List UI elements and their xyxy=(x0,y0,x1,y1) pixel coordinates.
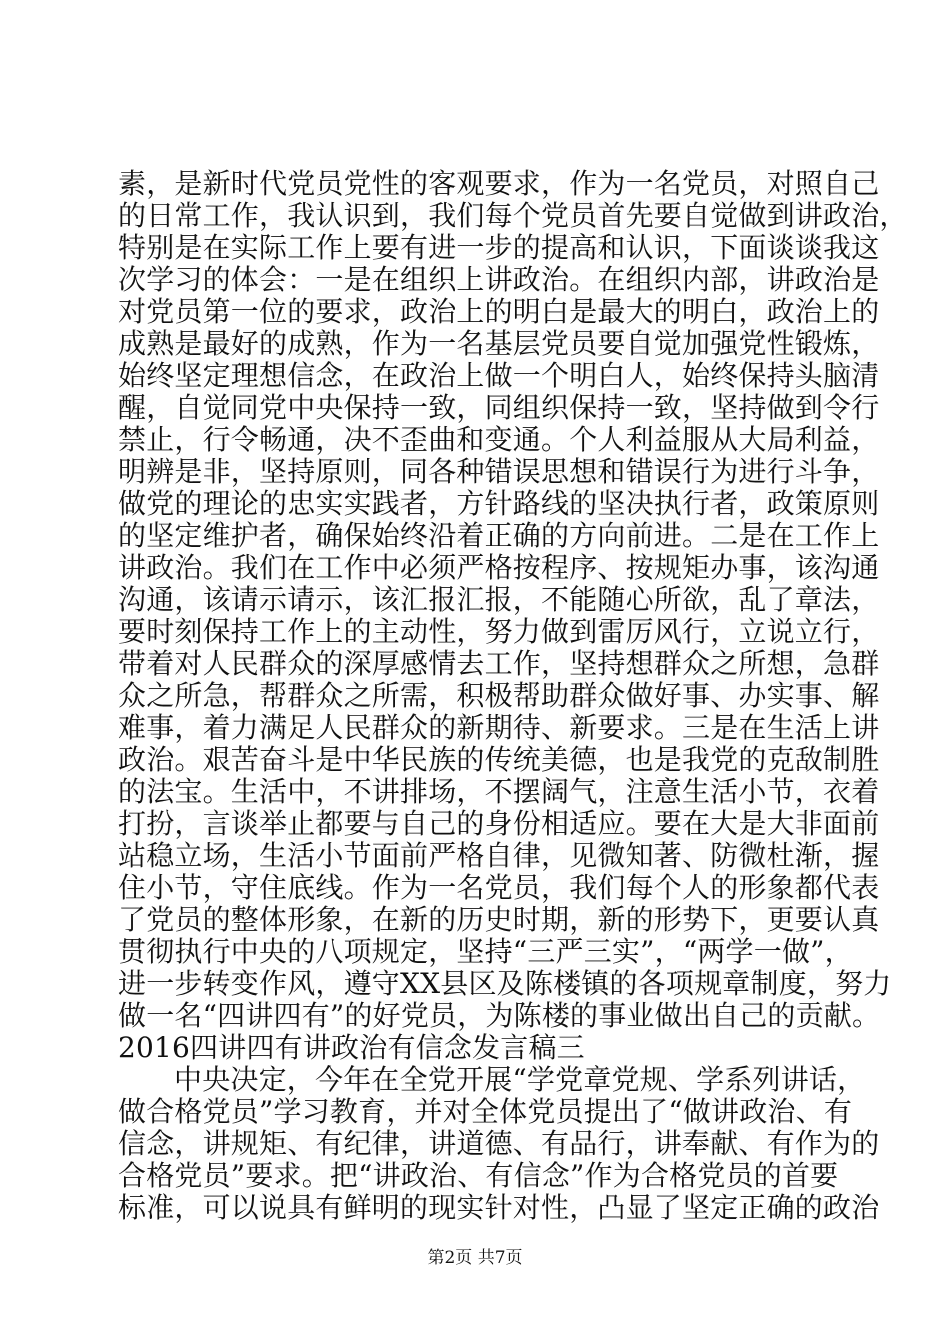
page-number-footer: 第2页 共7页 xyxy=(427,1248,523,1268)
text-line: 禁止，行令畅通，决不歪曲和变通。个人利益服从大局利益， xyxy=(118,423,880,456)
text-line: 信念，讲规矩、有纪律，讲道德、有品行，讲奉献、有作为的 xyxy=(118,1127,880,1160)
text-line: 政治。艰苦奋斗是中华民族的传统美德，也是我党的克敌制胜 xyxy=(118,743,880,776)
text-line: 标准，可以说具有鲜明的现实针对性，凸显了坚定正确的政治 xyxy=(118,1191,880,1224)
text-line: 贯彻执行中央的八项规定，坚持“三严三实”，“两学一做”， xyxy=(118,935,853,968)
text-line: 难事，着力满足人民群众的新期待、新要求。三是在生活上讲 xyxy=(118,711,880,744)
section-heading: 2016四讲四有讲政治有信念发言稿三 xyxy=(118,1031,585,1064)
text-line: 做一名“四讲四有”的好党员，为陈楼的事业做出自己的贡献。 xyxy=(118,999,881,1032)
text-line: 打扮，言谈举止都要与自己的身份相适应。要在大是大非面前 xyxy=(118,807,880,840)
text-line: 始终坚定理想信念，在政治上做一个明白人，始终保持头脑清 xyxy=(118,359,880,392)
text-line: 合格党员”要求。把“讲政治、有信念”作为合格党员的首要 xyxy=(118,1159,839,1192)
text-line: 的日常工作，我认识到，我们每个党员首先要自觉做到讲政治， xyxy=(118,199,908,232)
text-line: 的法宝。生活中，不讲排场，不摆阔气，注意生活小节，衣着 xyxy=(118,775,880,808)
text-line: 醒，自觉同党中央保持一致，同组织保持一致，坚持做到令行 xyxy=(118,391,880,424)
text-line: 中央决定，今年在全党开展“学党章党规、学系列讲话， xyxy=(174,1063,866,1096)
text-line: 明辨是非，坚持原则，同各种错误思想和错误行为进行斗争， xyxy=(118,455,880,488)
text-line: 做合格党员”学习教育，并对全体党员提出了“做讲政治、有 xyxy=(118,1095,853,1128)
text-line: 次学习的体会：一是在组织上讲政治。在组织内部，讲政治是 xyxy=(118,263,880,296)
text-line: 站稳立场，生活小节面前严格自律，见微知著、防微杜渐，握 xyxy=(118,839,880,872)
paragraph-2 xyxy=(118,1063,880,1224)
document-body xyxy=(118,167,908,1224)
text-line: 要时刻保持工作上的主动性，努力做到雷厉风行，立说立行， xyxy=(118,615,880,648)
text-line: 进一步转变作风，遵守XX县区及陈楼镇的各项规章制度，努力 xyxy=(118,967,892,1000)
text-line: 讲政治。我们在工作中必须严格按程序、按规矩办事，该沟通 xyxy=(118,551,880,584)
text-line: 了党员的整体形象，在新的历史时期，新的形势下，更要认真 xyxy=(118,903,880,936)
text-line: 的坚定维护者，确保始终沿着正确的方向前进。二是在工作上 xyxy=(118,519,880,552)
text-line: 对党员第一位的要求，政治上的明白是最大的明白，政治上的 xyxy=(118,295,880,328)
text-line: 特别是在实际工作上要有进一步的提高和认识，下面谈谈我这 xyxy=(118,231,880,264)
text-line: 众之所急，帮群众之所需，积极帮助群众做好事、办实事、解 xyxy=(118,679,880,712)
paragraph-1 xyxy=(118,167,908,1032)
text-line: 成熟是最好的成熟，作为一名基层党员要自觉加强党性锻炼， xyxy=(118,327,880,360)
text-line: 住小节，守住底线。作为一名党员，我们每个人的形象都代表 xyxy=(118,871,880,904)
text-line: 素，是新时代党员党性的客观要求，作为一名党员，对照自己 xyxy=(118,167,880,200)
text-line: 做党的理论的忠实实践者，方针路线的坚决执行者，政策原则 xyxy=(118,487,880,520)
text-line: 带着对人民群众的深厚感情去工作，坚持想群众之所想，急群 xyxy=(118,647,880,680)
text-line: 沟通，该请示请示，该汇报汇报，不能随心所欲，乱了章法， xyxy=(118,583,880,616)
